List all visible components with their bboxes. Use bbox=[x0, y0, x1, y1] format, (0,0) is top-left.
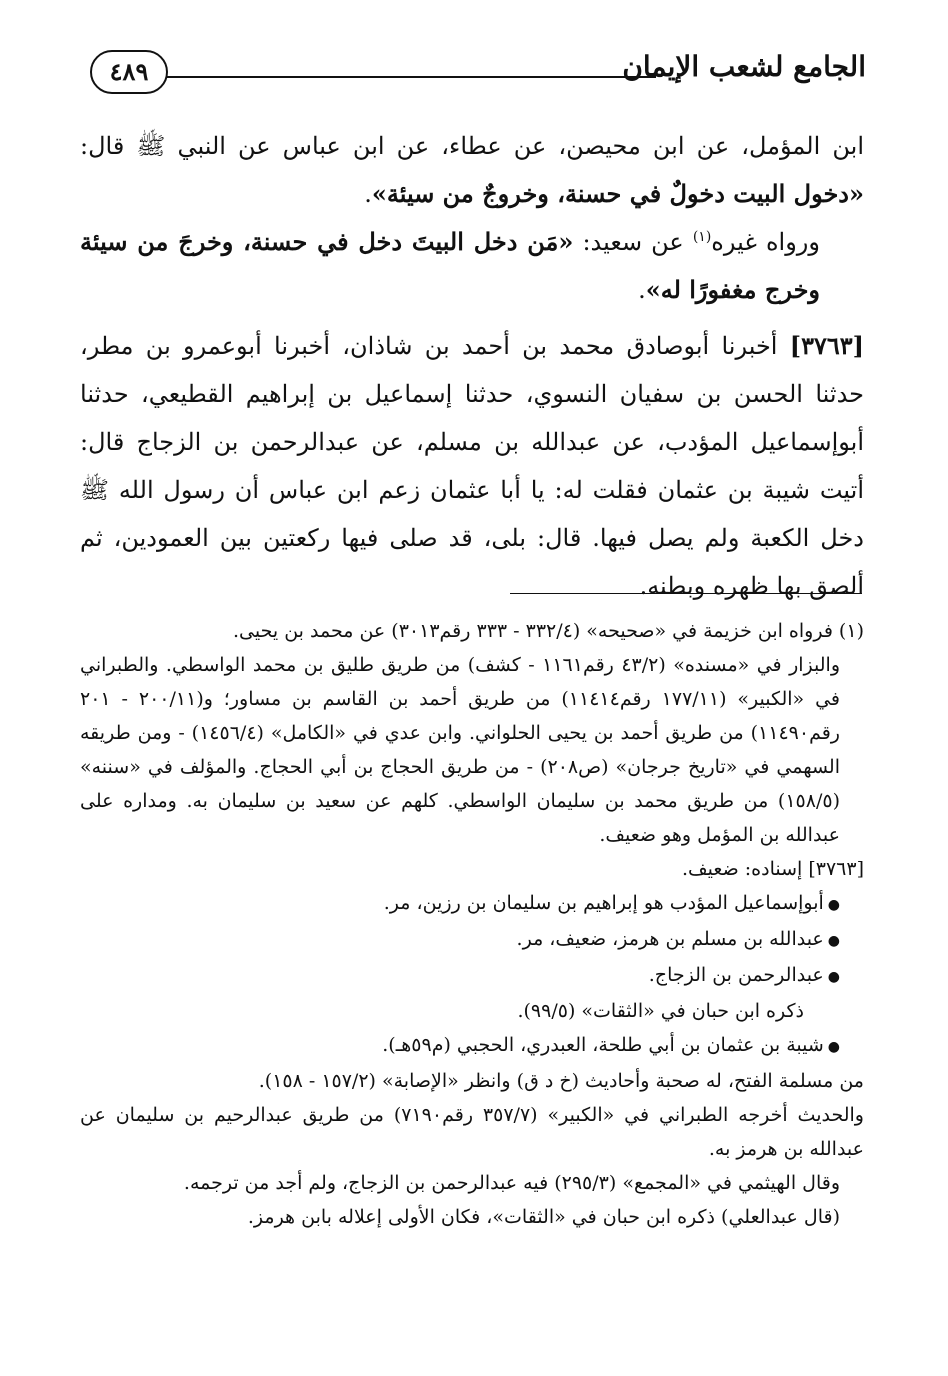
isnad-number: [٣٧٦٣] bbox=[808, 858, 864, 880]
narrator-2 bbox=[80, 922, 864, 958]
narrator-4-text: شيبة بن عثمان بن أبي طلحة، العبدري، الحجبي (م٥٩هـ). bbox=[382, 1034, 824, 1056]
takhrij-note: والحديث أخرجه الطبراني في «الكبير» (٣٥٧/٧ رقم٧١٩٠) من طريق عبدالرحيم بن سليمان عن عبدالله بن هرمز به. bbox=[80, 1104, 864, 1160]
paragraph-2-text: ورواه غيره bbox=[711, 228, 820, 256]
footnote-separator bbox=[510, 593, 862, 594]
narrator-3 bbox=[80, 958, 864, 994]
footnote-ref-1[interactable]: (١) bbox=[692, 229, 712, 245]
bullet-icon: ● bbox=[827, 969, 840, 985]
paragraph-2 bbox=[80, 218, 864, 314]
editor-note: (قال عبدالعلي) ذكره ابن حبان في «الثقات»، فكان الأولى إعلاله بابن هرمز. bbox=[247, 1206, 840, 1228]
narrator-1-text: أبوإسماعيل المؤدب هو إبراهيم بن سليمان بن رزين، مر. bbox=[383, 892, 824, 914]
paragraph-3 bbox=[80, 322, 864, 610]
hadith-number: [٣٧٦٣] bbox=[789, 331, 864, 360]
paragraph-2-end: . bbox=[638, 276, 646, 304]
footnote-1-continued: والبزار في «مسنده» (٤٣/٢ رقم١١٦١ - كشف) من طريق طليق بن محمد الواسطي. والطبراني في «الكبير» (١٧٧/١١ رقم١١٤١٤) من طريق أحمد بن القاسم بن مساور؛ و(٢٠٠/١١ - ٢٠١ رقم١١٤٩٠) من طريق أحمد بن يحيى الحلواني. وابن عدي في «الكامل» (١٤٥٦/٤) - ومن طريقه السهمي في «تاريخ جرجان» (ص٢٠٨) - من طريق الحجاج بن أبي الحجاج. والمؤلف في «سننه» (١٥٨/٥) من طريق محمد بن سليمان الواسطي. كلهم عن سعيد بن سليمان به. ومداره على عبدالله بن المؤمل وهو ضعيف. bbox=[80, 654, 841, 846]
hadith-quote-2: «مَن دخل البيتَ دخل في حسنة، وخرجَ من سيئة وخرج مغفورًا له» bbox=[80, 227, 820, 304]
main-text bbox=[80, 122, 864, 218]
paragraph-1-end: . bbox=[364, 180, 372, 208]
bullet-icon: ● bbox=[827, 897, 840, 913]
footnote-1: (١) فرواه ابن خزيمة في «صحيحه» (٣٣٢/٤ - ٣٣٣ رقم٣٠١٣) عن محمد بن يحيى. bbox=[233, 620, 864, 642]
main-text-2 bbox=[80, 218, 864, 314]
page-header bbox=[86, 42, 866, 106]
paragraph-1-text: ابن المؤمل، عن ابن محيصن، عن عطاء، عن ابن عباس عن النبي ﷺ قال: bbox=[80, 132, 864, 160]
bullet-icon: ● bbox=[827, 1039, 840, 1055]
running-title: الجامع لشعب الإيمان bbox=[622, 50, 866, 83]
page-number: ٤٨٩ bbox=[90, 50, 168, 94]
haythami-note: وقال الهيثمي في «المجمع» (٢٩٥/٣) فيه عبدالرحمن بن الزجاج، ولم أجد من ترجمه. bbox=[183, 1172, 840, 1194]
narrator-2-text: عبدالله بن مسلم بن هرمز، ضعيف، مر. bbox=[516, 928, 824, 950]
isnad-grade: إسناده: ضعيف. bbox=[681, 858, 809, 880]
paragraph-2-text-b: عن سعيد: bbox=[573, 228, 693, 256]
header-rule bbox=[152, 76, 656, 78]
main-text-3 bbox=[80, 322, 864, 610]
narrator-1 bbox=[80, 886, 864, 922]
footnotes bbox=[80, 614, 864, 1234]
bullet-icon: ● bbox=[827, 933, 840, 949]
narrator-4 bbox=[80, 1028, 864, 1064]
narrator-4-note: من مسلمة الفتح، له صحبة وأحاديث (خ د ق) وانظر «الإصابة» (١٥٧/٢ - ١٥٨). bbox=[258, 1070, 864, 1092]
narrator-3-text: عبدالرحمن بن الزجاج. bbox=[648, 964, 824, 986]
isnad-note bbox=[80, 852, 864, 886]
paragraph-3-text: أخبرنا أبوصادق محمد بن أحمد بن شاذان، أخبرنا أبوعمرو بن مطر، حدثنا الحسن بن سفيان النسوي، حدثنا إسماعيل بن إبراهيم القطيعي، حدثنا أبوإسماعيل المؤدب، عن عبدالله بن مسلم، عن عبدالرحمن بن الزجاج قال: أتيت شيبة بن عثمان فقلت له: يا أبا عثمان زعم ابن عباس أن رسول الله ﷺ دخل الكعبة ولم يصل فيها. قال: بلى، قد صلى فيها ركعتين بين العمودين، ثم ألصق بها ظهره وبطنه. bbox=[80, 332, 864, 600]
hadith-quote-1: «دخول البيت دخولٌ في حسنة، وخروجٌ من سيئة» bbox=[371, 179, 864, 208]
paragraph-1 bbox=[80, 122, 864, 218]
narrator-3-note: ذكره ابن حبان في «الثقات» (٩٩/٥). bbox=[517, 1000, 804, 1022]
